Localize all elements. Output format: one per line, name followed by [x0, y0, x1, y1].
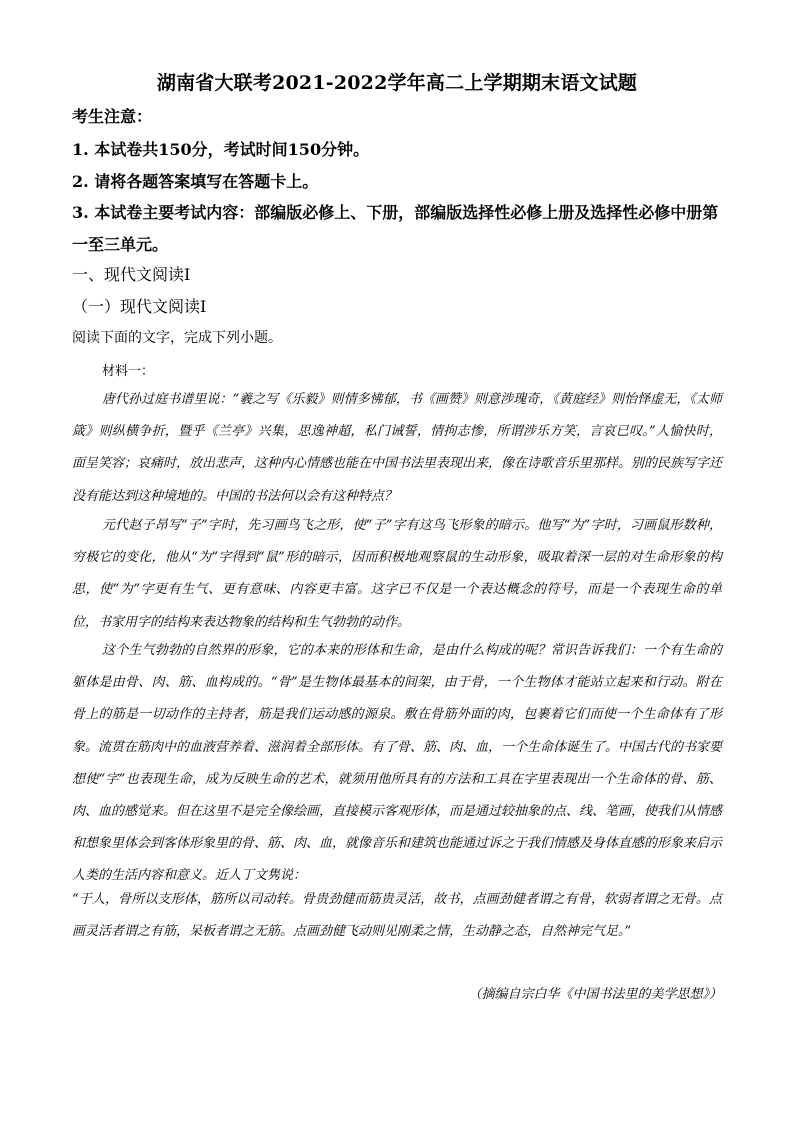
- quote-paragraph: “于人，骨所以支形体，筋所以司动转。骨贵劲健而筋贵灵活，故书，点画劲健者谓之有骨，软弱者谓之无骨。点画灵活者谓之有筋，呆板者谓之无筋。点画劲健飞动则见刚柔之情，生动静之态，自然神完气足。”: [72, 892, 722, 940]
- page-title: 湖南省大联考2021-2022学年高二上学期期末语文试题: [156, 72, 638, 94]
- subsection-heading: （一）现代文阅读Ⅰ: [72, 297, 207, 316]
- notice-heading: 考生注意：: [72, 107, 153, 126]
- paragraph-3: 这个生气勃勃的自然界的形象，它的本来的形体和生命，是由什么构成的呢？常识告诉我们：一个有生命的躯体是由骨、肉、筋、血构成的。“骨”是生物体最基本的间架，由于骨，一个生物体才能站立起来和行动。附在骨上的筋是一切动作的主持者，筋是我们运动感的源泉。敷在骨筋外面的肉，包裹着它们而使一个生命体有了形象。流贯在筋肉中的血液营养着、滋润着全部形体。有了骨、筋、肉、血，一个生命体诞生了。中国古代的书家要想使“字”也表现生命，成为反映生命的艺术，就须用他所具有的方法和工具在字里表现出一个生命体的骨、筋、肉、血的感觉来。但在这里不是完全像绘画，直接模示客观形体，而是通过较抽象的点、线、笔画，使我们从情感和想象里体会到客体形象里的骨、筋、肉、血，就像音乐和建筑也能通过诉之于我们情感及身体直感的形象来启示人类的生活内容和意义。近人丁文隽说：: [72, 643, 723, 884]
- notice-item-1: 1. 本试卷共150分，考试时间150分钟。: [72, 140, 370, 159]
- reading-instruction: 阅读下面的文字，完成下列小题。: [72, 330, 282, 346]
- paragraph-2: 元代赵子昂写“子”字时，先习画鸟飞之形，使“子”字有这鸟飞形象的暗示。他写“为”字时，习画鼠形数种，穷极它的变化，他从“为”字得到“鼠”形的暗示，因而积极地观察鼠的生动形象，吸取着深一层的对生命形象的构思，使“为”字更有生气、更有意味、内容更丰富。这字已不仅是一个表达概念的符号，而是一个表现生命的单位，书家用字的结构来表达物象的结构和生气勃勃的动作。: [72, 518, 722, 630]
- material-label: 材料一：: [102, 364, 155, 379]
- notice-item-2: 2. 请将各题答案填写在答题卡上。: [72, 172, 319, 191]
- source-citation: （摘编自宗白华《中国书法里的美学思想》）: [468, 987, 722, 1002]
- paragraph-1: 唐代孙过庭书谱里说：“羲之写《乐毅》则情多怫郁，书《画赞》则意涉瑰奇，《黄庭经》则怡怿虚无，《太师箴》则纵横争折，暨乎《兰亭》兴集，思逸神超，私门诫誓，情拘志惨，所谓涉乐方笑，言哀已叹。”人愉快时，面呈笑容；哀痛时，放出悲声，这种内心情感也能在中国书法里表现出来，像在诗歌音乐里那样。别的民族写字还没有能达到这种境地的。中国的书法何以会有这种特点？: [72, 392, 723, 504]
- notice-item-3: 3. 本试卷主要考试内容：部编版必修上、下册，部编版选择性必修上册及选择性必修中册第一至三单元。: [72, 203, 719, 254]
- section-heading: 一、现代文阅读Ⅰ: [72, 265, 191, 284]
